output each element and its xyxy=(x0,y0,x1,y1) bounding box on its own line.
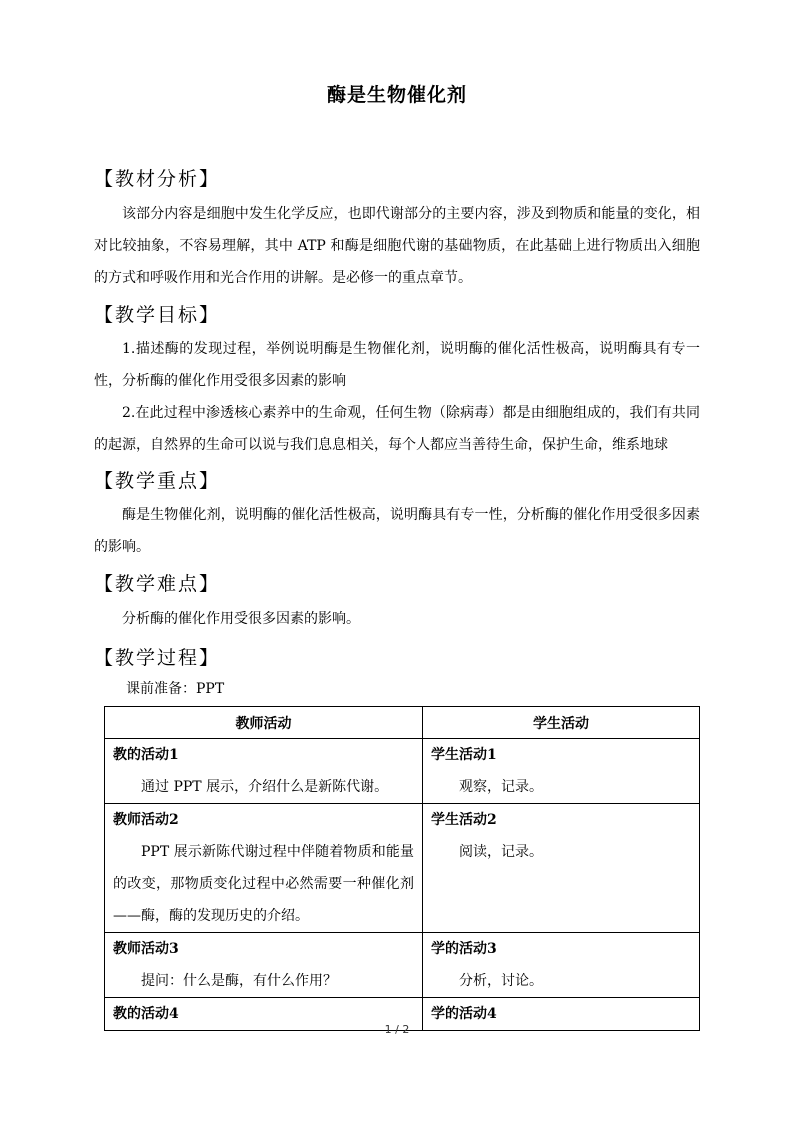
student-activity-cell xyxy=(423,804,700,933)
student-activity-title: 学生活动1 xyxy=(431,747,497,763)
key-points-paragraph: 酶是生物催化剂，说明酶的催化活性极高，说明酶具有专一性，分析酶的催化作用受很多因素的影响。 xyxy=(94,507,700,555)
teacher-activity-header: 教师活动 xyxy=(105,707,423,739)
teacher-activity-title: 教师活动3 xyxy=(113,941,179,957)
teacher-activity-title: 教师活动2 xyxy=(113,812,179,828)
teacher-activity-cell xyxy=(105,739,423,804)
section-heading-teaching-goals: 【教学目标】 xyxy=(94,304,221,326)
class-preparation: 课前准备：PPT xyxy=(126,681,225,697)
student-activity-body: 分析，讨论。 xyxy=(459,973,543,989)
section-heading-teaching-process: 【教学过程】 xyxy=(94,647,221,669)
teaching-goal-1: 1.描述酶的发现过程，举例说明酶是生物催化剂，说明酶的催化活性极高，说明酶具有专一性，分析酶的催化作用受很多因素的影响 xyxy=(94,341,700,389)
textbook-analysis-paragraph: 该部分内容是细胞中发生化学反应，也即代谢部分的主要内容，涉及到物质和能量的变化，相对比较抽象，不容易理解，其中 ATP 和酶是细胞代谢的基础物质，在此基础上进行物质出入细胞的方式和呼吸作用和光合作用的讲解。是必修一的重点章节。 xyxy=(94,206,700,286)
teacher-activity-cell xyxy=(105,933,423,998)
section-heading-difficulties: 【教学难点】 xyxy=(94,573,221,595)
difficulties-paragraph: 分析酶的催化作用受很多因素的影响。 xyxy=(122,611,360,627)
student-activity-title: 学的活动3 xyxy=(431,941,497,957)
teaching-goal-2: 2.在此过程中渗透核心素养中的生命观，任何生物（除病毒）都是由细胞组成的，我们有共同的起源，自然界的生命可以说与我们息息相关，每个人都应当善待生命，保护生命，维系地球 xyxy=(94,405,700,453)
table-row xyxy=(105,933,700,998)
teacher-activity-body: 通过 PPT 展示，介绍什么是新陈代谢。 xyxy=(141,779,389,795)
table-row xyxy=(105,804,700,933)
student-activity-cell xyxy=(423,739,700,804)
teacher-activity-title: 教的活动4 xyxy=(113,1006,179,1022)
student-activity-body: 观察，记录。 xyxy=(459,779,543,795)
teacher-activity-body: PPT 展示新陈代谢过程中伴随着物质和能量的改变，那物质变化过程中必然需要一种催化剂——酶，酶的发现历史的介绍。 xyxy=(113,844,414,924)
document-title: 酶是生物催化剂 xyxy=(326,84,467,106)
teacher-activity-cell xyxy=(105,804,423,933)
teacher-activity-title: 教的活动1 xyxy=(113,747,179,763)
table-header-row xyxy=(105,707,700,739)
student-activity-cell xyxy=(423,933,700,998)
table-row xyxy=(105,739,700,804)
student-activity-header: 学生活动 xyxy=(423,707,700,739)
student-activity-title: 学生活动2 xyxy=(431,812,497,828)
teacher-activity-body: 提问：什么是酶，有什么作用？ xyxy=(141,973,337,989)
section-heading-key-points: 【教学重点】 xyxy=(94,470,221,492)
section-heading-textbook-analysis: 【教材分析】 xyxy=(94,168,221,190)
activity-table xyxy=(104,706,700,1031)
student-activity-title: 学的活动4 xyxy=(431,1006,497,1022)
student-activity-body: 阅读，记录。 xyxy=(459,844,543,860)
page-number: 1 / 2 xyxy=(384,1023,410,1036)
